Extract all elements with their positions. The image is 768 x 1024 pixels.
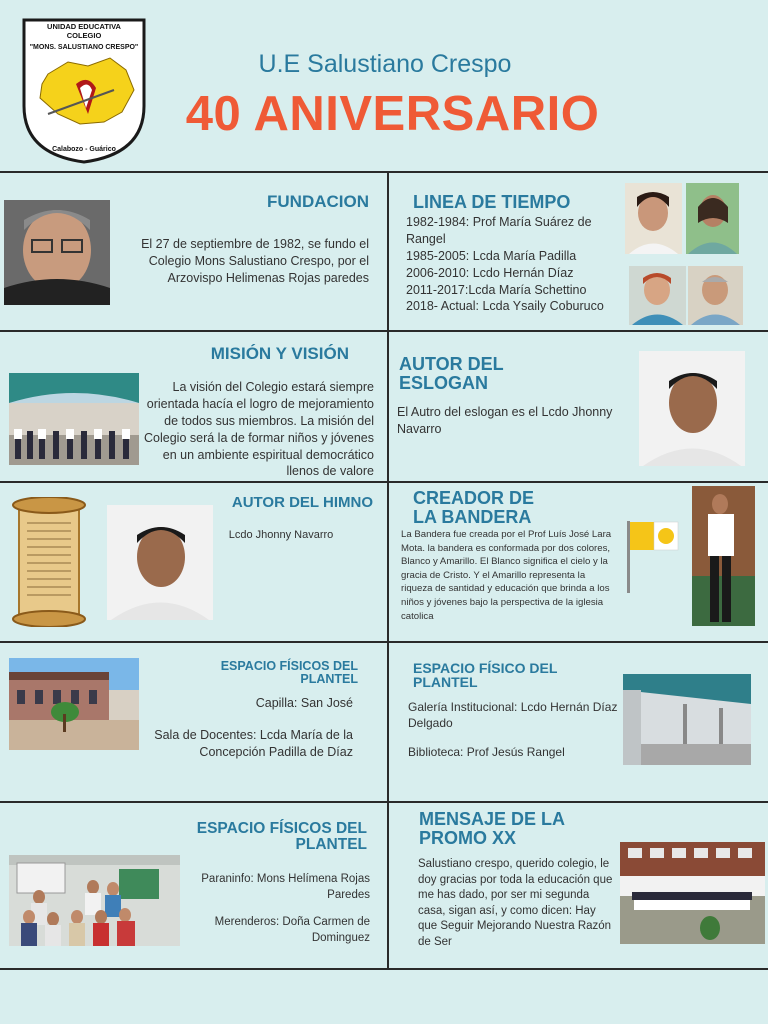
logo-name-text: "MONS. SALUSTIANO CRESPO" (29, 44, 139, 51)
school-name: U.E Salustiano Crespo (258, 50, 512, 78)
bandera-heading-1: CREADOR DE (413, 488, 535, 508)
espacio2-line1: Galería Institucional: Lcdo Hernán Díaz Delgado (408, 700, 618, 731)
linea-item-4: 2011-2017:Lcda María Schettino (406, 282, 587, 297)
espacio1-line2: Sala de Docentes: Lcda María de la Concepción Padilla de Díaz (154, 728, 353, 759)
himno-heading: AUTOR DEL HIMNO (231, 494, 373, 511)
himno-author-photo (107, 505, 213, 620)
espacio2-heading-2: PLANTEL (413, 674, 478, 690)
espacio2-heading-1: ESPACIO FÍSICO DEL (413, 660, 558, 676)
logo-top-text: UNIDAD EDUCATIVA (47, 22, 121, 31)
flag-creator-photo (692, 486, 755, 626)
promo-heading-1: MENSAJE DE LA (419, 809, 566, 829)
linea-item-1: 1982-1984: Prof María Suárez de Rangel (406, 215, 592, 246)
director-photo-2 (686, 183, 739, 254)
logo-mid-text: COLEGIO (66, 31, 102, 40)
promo-heading-2: PROMO XX (419, 828, 517, 848)
divider-3 (0, 481, 768, 483)
divider-vertical (387, 171, 389, 970)
logo-bottom-text: Calabozo - Guárico (52, 146, 116, 153)
espacio1-heading-1: ESPACIO FÍSICOS DEL (220, 659, 358, 673)
promo-text: Salustiano crespo, querido colegio, le doy gracias por toda la educación que me has dado, por ser mi segunda casa, sigan así, y como dicen: Hay que Seguir Mejorando Nuestra Razón de Ser (418, 858, 613, 948)
himno-scroll-image (11, 497, 87, 627)
school-logo (18, 14, 150, 166)
divider-2 (0, 330, 768, 332)
eslogan-text: El Autro del eslogan es el Lcdo Jhonny Navarro (397, 405, 613, 436)
divider-1 (0, 171, 768, 173)
paraninfo-photo (9, 855, 180, 946)
divider-6 (0, 968, 768, 970)
espacio3-heading-2: PLANTEL (295, 836, 367, 853)
espacio3-heading-1: ESPACIO FÍSICOS DEL (196, 820, 367, 837)
fundacion-text: El 27 de septiembre de 1982, se fundo el Colegio Mons Salustiano Crespo, por el Arzovispo Helimenas Rojas paredes (141, 237, 369, 285)
espacio3-line1: Paraninfo: Mons Helímena Rojas Paredes (201, 873, 370, 901)
divider-5 (0, 801, 768, 803)
linea-heading: LINEA DE TIEMPO (413, 192, 571, 212)
linea-item-5: 2018- Actual: Lcda Ysaily Coburuco (406, 299, 604, 314)
linea-list (406, 214, 620, 315)
director-photo-1 (625, 183, 682, 254)
espacio2-line2: Biblioteca: Prof Jesús Rangel (408, 745, 565, 759)
mision-heading: MISIÓN Y VISIÓN (210, 344, 349, 363)
page-title: 40 ANIVERSARIO (185, 87, 600, 141)
linea-item-3: 2006-2010: Lcdo Hernán Díaz (406, 265, 574, 280)
espacio3-line2: Merenderos: Doña Carmen de Dominguez (214, 916, 370, 944)
espacio1-line1: Capilla: San José (255, 696, 353, 710)
divider-4 (0, 641, 768, 643)
bandera-text: La Bandera fue creada por el Prof Luís José Lara Mota. la bandera es conformada por dos colores, Blanco y Amarillo. El Blanco significa el cielo y la gracia de Cristo. Y el Amarillo representa la riqueza de santidad y educación que brinda a los niños y jóvenes bajo la perspectiva de la iglesia catolica (401, 529, 612, 622)
eslogan-heading-1: AUTOR DEL (399, 354, 504, 374)
mision-text: La visión del Colegio estará siempre orientada hacía el logro de mejoramiento de todos sus miembros. La misión del Colegio será la de formar niños y jóvenes en un ambiente espiritual democrático llenos de valore (144, 380, 374, 479)
chapel-photo (9, 658, 139, 750)
eslogan-author-photo (639, 351, 745, 466)
founder-photo (4, 200, 110, 305)
school-yard-photo (9, 373, 139, 465)
promo-group-photo (620, 842, 765, 944)
gallery-photo (623, 674, 751, 765)
linea-item-2: 1985-2005: Lcda María Padilla (406, 248, 577, 263)
director-photo-3 (629, 266, 686, 325)
espacio1-heading-2: PLANTEL (300, 672, 358, 686)
eslogan-heading-2: ESLOGAN (399, 373, 489, 393)
school-flag-icon (626, 519, 680, 595)
bandera-heading-2: LA BANDERA (413, 507, 532, 527)
director-photo-4 (688, 266, 743, 325)
himno-text: Lcdo Jhonny Navarro (228, 529, 334, 541)
fundacion-heading: FUNDACION (267, 192, 369, 211)
